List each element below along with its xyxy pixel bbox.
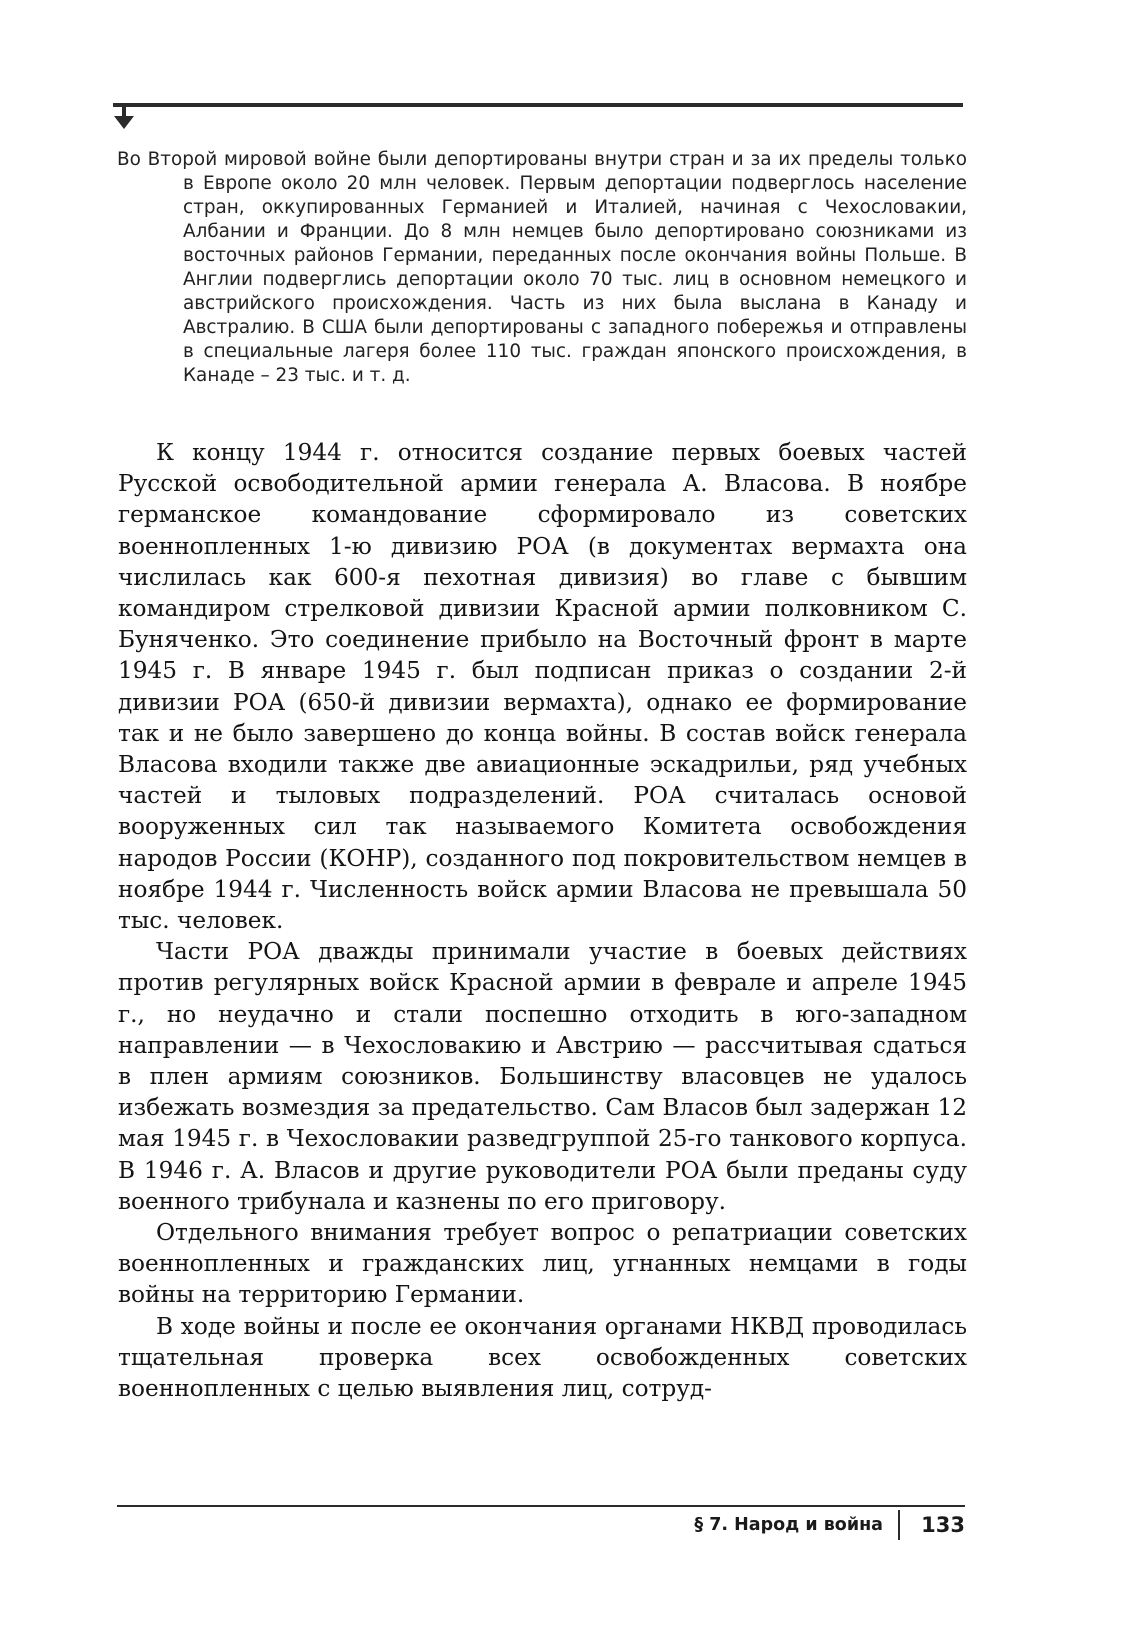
- paragraph-4: В ходе войны и после ее окончания органами НКВД проводилась тщательная проверка всех освобожденных советских военнопленных с целью выявления лиц, сотруд-: [118, 1312, 967, 1403]
- footer-separator: [898, 1510, 900, 1540]
- paragraph-1: К концу 1944 г. относится создание первых боевых частей Русской освободительной армии генерала А. Власова. В ноябре германское командование сформировало из советских военнопленных 1-ю дивизию РОА (в документах вермахта она числилась как 600-я пехотная дивизия) во главе с бывшим командиром стрелковой дивизии Красной армии полковником С. Буняченко. Это соединение прибыло на Восточный фронт в марте 1945 г. В январе 1945 г. был подписан приказ о создании 2-й дивизии РОА (650-й дивизии вермахта), однако ее формирование так и не было завершено до конца войны. В состав войск генерала Власова входили также две авиационные эскадрильи, ряд учебных частей и тыловых подразделений. РОА считалась основой вооруженных сил так называемого Комитета освобождения народов России (КОНР), созданного под покровительством немцев в ноябре 1944 г. Численность войск армии Власова не превышала 50 тыс. человек.: [118, 439, 967, 935]
- sidebar-note: [117, 148, 967, 388]
- paragraph-3: Отдельного внимания требует вопрос о репатриации советских военнопленных и гражданских лиц, угнанных немцами в годы войны на территорию Германии.: [118, 1219, 967, 1309]
- arrow-down-icon: [113, 104, 135, 132]
- main-text: [118, 437, 967, 1404]
- paragraph-2: Части РОА дважды принимали участие в боевых действиях против регулярных войск Красной армии в феврале и апреле 1945 г., но неудачно и стали поспешно отходить в юго-западном направлении — в Чехословакию и Австрию — рассчитывая сдаться в плен армиям союзников. Большинству власовцев не удалось избежать возмездия за предательство. Сам Власов был задержан 12 мая 1945 г. в Чехословакии разведгруппой 25-го танкового корпуса. В 1946 г. А. Власов и другие руководители РОА были преданы суду военного трибунала и казнены по его приговору.: [118, 938, 967, 1215]
- footer-section-title: § 7. Народ и война: [694, 1515, 883, 1535]
- page-footer: [117, 1510, 965, 1542]
- top-rule: [113, 103, 963, 107]
- footer-rule: [117, 1505, 965, 1507]
- sidebar-note-text: Во Второй мировой войне были депортированы внутри стран и за их пределы только в Европе около 20 млн человек. Первым депортации подверглось население стран, оккупированных Германией и Италией, начиная с Чехословакии, Албании и Франции. До 8 млн немцев было депортировано союзниками из восточных районов Германии, переданных после окончания войны Польше. В Англии подверглись депортации около 70 тыс. лиц в основном немецкого и австрийского происхождения. Часть из них была выслана в Канаду и Австралию. В США были депортированы с западного побережья и отправлены в специальные лагеря более 110 тыс. граждан японского происхождения, в Канаде – 23 тыс. и т. д.: [117, 149, 967, 386]
- page-number: 133: [921, 1513, 965, 1537]
